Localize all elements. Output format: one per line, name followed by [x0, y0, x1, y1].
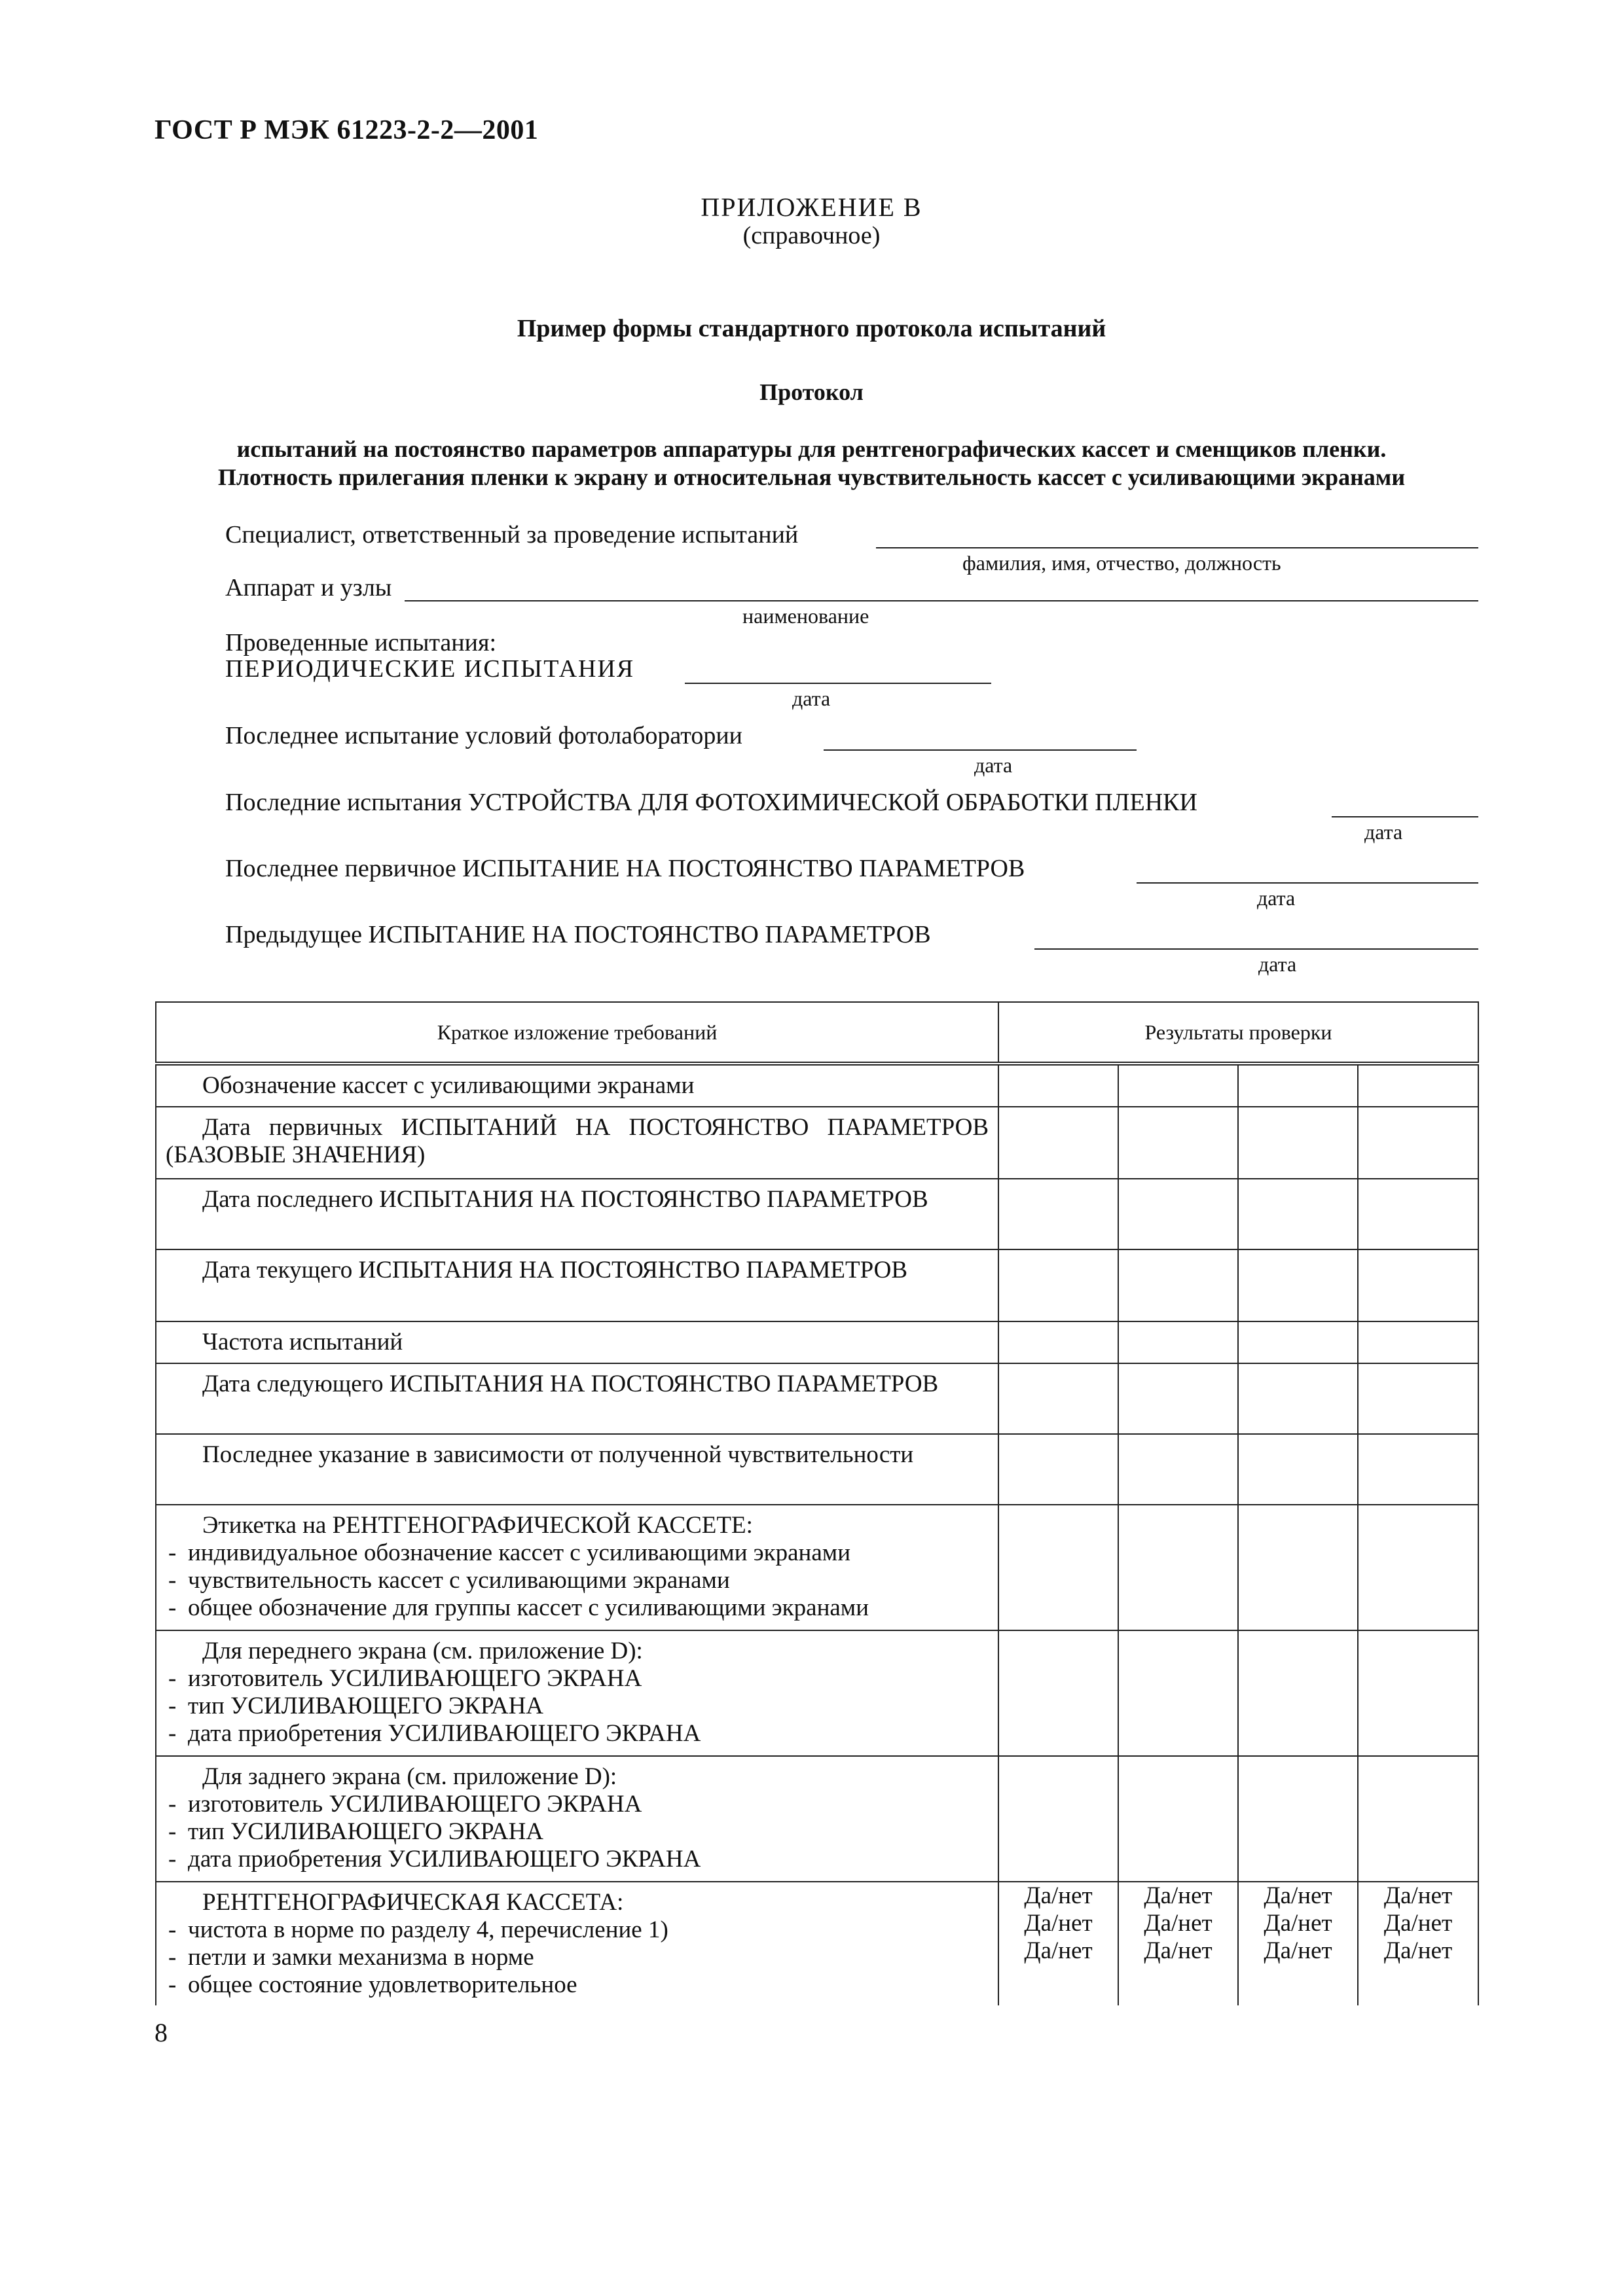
processor-date-field[interactable] [1332, 816, 1478, 817]
initial-test-label: Последнее первичное ИСПЫТАНИЕ НА ПОСТОЯНСТВО ПАРАМЕТРОВ [225, 855, 1025, 882]
yes-no-option[interactable]: Да/нет [1144, 1937, 1213, 1964]
requirements-table [155, 1001, 1479, 2005]
result-cell[interactable] [1118, 1363, 1238, 1434]
table-row [156, 1107, 1478, 1179]
yes-no-option[interactable]: Да/нет [1264, 1937, 1332, 1964]
row-xray-cassette [156, 1882, 998, 2005]
result-cell[interactable] [1118, 1107, 1238, 1179]
list-item: - изготовитель УСИЛИВАЮЩЕГО ЭКРАНА [166, 1791, 989, 1818]
row-next-test-date: Дата следующего ИСПЫТАНИЯ НА ПОСТОЯНСТВО ПАРАМЕТРОВ [156, 1363, 998, 1434]
table-row [156, 1179, 1478, 1249]
list-item: - петли и замки механизма в норме [166, 1944, 989, 1971]
list-item: - чувствительность кассет с усиливающими экранами [166, 1567, 989, 1594]
table-row [156, 1321, 1478, 1363]
result-cell[interactable] [1238, 1363, 1358, 1434]
row-xray-cassette-title: РЕНТГЕНОГРАФИЧЕСКАЯ КАССЕТА: [202, 1889, 624, 1916]
result-cell[interactable] [1358, 1249, 1478, 1321]
result-cell[interactable] [1238, 1434, 1358, 1505]
table-row [156, 1434, 1478, 1505]
list-item: - индивидуальное обозначение кассет с усиливающими экранами [166, 1539, 989, 1567]
result-cell[interactable] [1118, 1321, 1238, 1363]
result-cell[interactable] [1358, 1179, 1478, 1249]
result-cell[interactable] [998, 1249, 1118, 1321]
list-item: - дата приобретения УСИЛИВАЮЩЕГО ЭКРАНА [166, 1720, 989, 1748]
darkroom-label: Последнее испытание условий фотолаборатории [225, 722, 743, 749]
yes-no-option[interactable]: Да/нет [1383, 1937, 1453, 1964]
list-item: - тип УСИЛИВАЮЩЕГО ЭКРАНА [166, 1693, 989, 1720]
protocol-subtitle-line1: испытаний на постоянство параметров аппаратуры для рентгенографических кассет и сменщиков пленки. [236, 436, 1387, 462]
list-item: - общее обозначение для группы кассет с усиливающими экранами [166, 1594, 989, 1622]
document-header: ГОСТ Р МЭК 61223-2-2—2001 [155, 115, 539, 145]
table-row [156, 1363, 1478, 1434]
previous-test-label: Предыдущее ИСПЫТАНИЕ НА ПОСТОЯНСТВО ПАРАМЕТРОВ [225, 921, 931, 948]
result-cell[interactable] [1118, 1434, 1238, 1505]
result-cell[interactable] [998, 1107, 1118, 1179]
yes-no-option[interactable]: Да/нет [1024, 1882, 1093, 1909]
result-cell[interactable] [1118, 1064, 1238, 1107]
table-row [156, 1630, 1478, 1756]
yes-no-option[interactable]: Да/нет [1383, 1910, 1453, 1937]
result-cell[interactable] [1238, 1064, 1358, 1107]
result-cell[interactable] [998, 1179, 1118, 1249]
row-front-screen-title: Для переднего экрана (см. приложение D): [202, 1638, 643, 1664]
yes-no-cell[interactable] [1358, 1882, 1478, 2005]
table-header-row [156, 1002, 1478, 1064]
result-cell[interactable] [1358, 1756, 1478, 1882]
processor-label: Последние испытания УСТРОЙСТВА ДЛЯ ФОТОХИМИЧЕСКОЙ ОБРАБОТКИ ПЛЕНКИ [225, 789, 1197, 816]
result-cell[interactable] [1358, 1321, 1478, 1363]
table-row [156, 1505, 1478, 1630]
result-cell[interactable] [998, 1756, 1118, 1882]
annex-type: (справочное) [742, 222, 881, 249]
initial-test-date-field[interactable] [1137, 882, 1478, 884]
result-cell[interactable] [1118, 1756, 1238, 1882]
row-initial-test-date: Дата первичных ИСПЫТАНИЙ НА ПОСТОЯНСТВО ПАРАМЕТРОВ (БАЗОВЫЕ ЗНАЧЕНИЯ) [156, 1107, 998, 1179]
page-title: Пример формы стандартного протокола испытаний [517, 315, 1106, 342]
row-last-sensitivity-note: Последнее указание в зависимости от полученной чувствительности [156, 1434, 998, 1505]
row-cassette-label-title: Этикетка на РЕНТГЕНОГРАФИЧЕСКОЙ КАССЕТЕ: [202, 1512, 753, 1539]
result-cell[interactable] [1238, 1107, 1358, 1179]
tests-label: Проведенные испытания: [225, 629, 497, 656]
yes-no-option[interactable]: Да/нет [1264, 1910, 1332, 1937]
result-cell[interactable] [1358, 1630, 1478, 1756]
list-item: - изготовитель УСИЛИВАЮЩЕГО ЭКРАНА [166, 1665, 989, 1693]
processor-date-hint: дата [1364, 820, 1403, 844]
apparatus-hint: наименование [742, 604, 869, 628]
row-cassette-designation: Обозначение кассет с усиливающими экранами [156, 1064, 998, 1107]
result-cell[interactable] [998, 1363, 1118, 1434]
initial-test-date-hint: дата [1257, 886, 1296, 910]
result-cell[interactable] [998, 1505, 1118, 1630]
row-test-frequency: Частота испытаний [156, 1321, 998, 1363]
result-cell[interactable] [998, 1064, 1118, 1107]
row-current-test-date: Дата текущего ИСПЫТАНИЯ НА ПОСТОЯНСТВО ПАРАМЕТРОВ [156, 1249, 998, 1321]
yes-no-option[interactable]: Да/нет [1024, 1910, 1093, 1937]
yes-no-cell[interactable] [1238, 1882, 1358, 2005]
yes-no-option[interactable]: Да/нет [1024, 1937, 1093, 1964]
row-front-screen [156, 1630, 998, 1756]
list-item: - дата приобретения УСИЛИВАЮЩЕГО ЭКРАНА [166, 1846, 989, 1873]
result-cell[interactable] [1358, 1505, 1478, 1630]
row-back-screen-title: Для заднего экрана (см. приложение D): [202, 1763, 617, 1790]
result-cell[interactable] [1238, 1756, 1358, 1882]
list-item: - чистота в норме по разделу 4, перечисление 1) [166, 1916, 989, 1944]
apparatus-label: Аппарат и узлы [225, 574, 392, 601]
column-header-requirements: Краткое изложение требований [156, 1002, 998, 1064]
result-cell[interactable] [1238, 1505, 1358, 1630]
periodic-date-hint: дата [792, 687, 831, 710]
specialist-hint: фамилия, имя, отчество, должность [962, 551, 1281, 575]
yes-no-option[interactable]: Да/нет [1383, 1882, 1453, 1909]
result-cell[interactable] [1118, 1505, 1238, 1630]
page-number: 8 [155, 2018, 168, 2047]
previous-test-date-field[interactable] [1034, 948, 1478, 950]
result-cell[interactable] [1238, 1179, 1358, 1249]
table-row [156, 1249, 1478, 1321]
apparatus-field[interactable] [405, 600, 1478, 601]
result-cell[interactable] [1238, 1630, 1358, 1756]
list-item: - общее состояние удовлетворительное [166, 1971, 989, 1999]
result-cell[interactable] [998, 1321, 1118, 1363]
list-item: - тип УСИЛИВАЮЩЕГО ЭКРАНА [166, 1818, 989, 1846]
result-cell[interactable] [998, 1434, 1118, 1505]
result-cell[interactable] [1118, 1630, 1238, 1756]
result-cell[interactable] [1358, 1434, 1478, 1505]
row-last-test-date: Дата последнего ИСПЫТАНИЯ НА ПОСТОЯНСТВО ПАРАМЕТРОВ [156, 1179, 998, 1249]
result-cell[interactable] [1118, 1249, 1238, 1321]
yes-no-cell[interactable] [998, 1882, 1118, 2005]
periodic-date-field[interactable] [685, 683, 991, 684]
result-cell[interactable] [1118, 1179, 1238, 1249]
annex-title: ПРИЛОЖЕНИЕ В [701, 192, 922, 222]
result-cell[interactable] [998, 1630, 1118, 1756]
previous-test-date-hint: дата [1258, 952, 1297, 976]
result-cell[interactable] [1358, 1363, 1478, 1434]
table-row [156, 1756, 1478, 1882]
result-cell[interactable] [1238, 1249, 1358, 1321]
yes-no-option[interactable]: Да/нет [1264, 1882, 1332, 1909]
result-cell[interactable] [1358, 1064, 1478, 1107]
column-header-results: Результаты проверки [998, 1002, 1478, 1064]
specialist-field[interactable] [876, 547, 1478, 548]
row-cassette-label [156, 1505, 998, 1630]
darkroom-date-hint: дата [974, 753, 1013, 777]
protocol-heading: Протокол [759, 379, 864, 405]
specialist-label: Специалист, ответственный за проведение испытаний [225, 521, 799, 548]
yes-no-option[interactable]: Да/нет [1144, 1910, 1213, 1937]
table-row [156, 1064, 1478, 1107]
darkroom-date-field[interactable] [824, 749, 1137, 751]
yes-no-option[interactable]: Да/нет [1144, 1882, 1213, 1909]
row-back-screen [156, 1756, 998, 1882]
table-row [156, 1882, 1478, 2005]
result-cell[interactable] [1358, 1107, 1478, 1179]
periodic-label: ПЕРИОДИЧЕСКИЕ ИСПЫТАНИЯ [225, 655, 635, 683]
result-cell[interactable] [1238, 1321, 1358, 1363]
yes-no-cell[interactable] [1118, 1882, 1238, 2005]
protocol-subtitle-line2: Плотность прилегания пленки к экрану и относительная чувствительность кассет с усиливающими экранами [217, 464, 1406, 490]
